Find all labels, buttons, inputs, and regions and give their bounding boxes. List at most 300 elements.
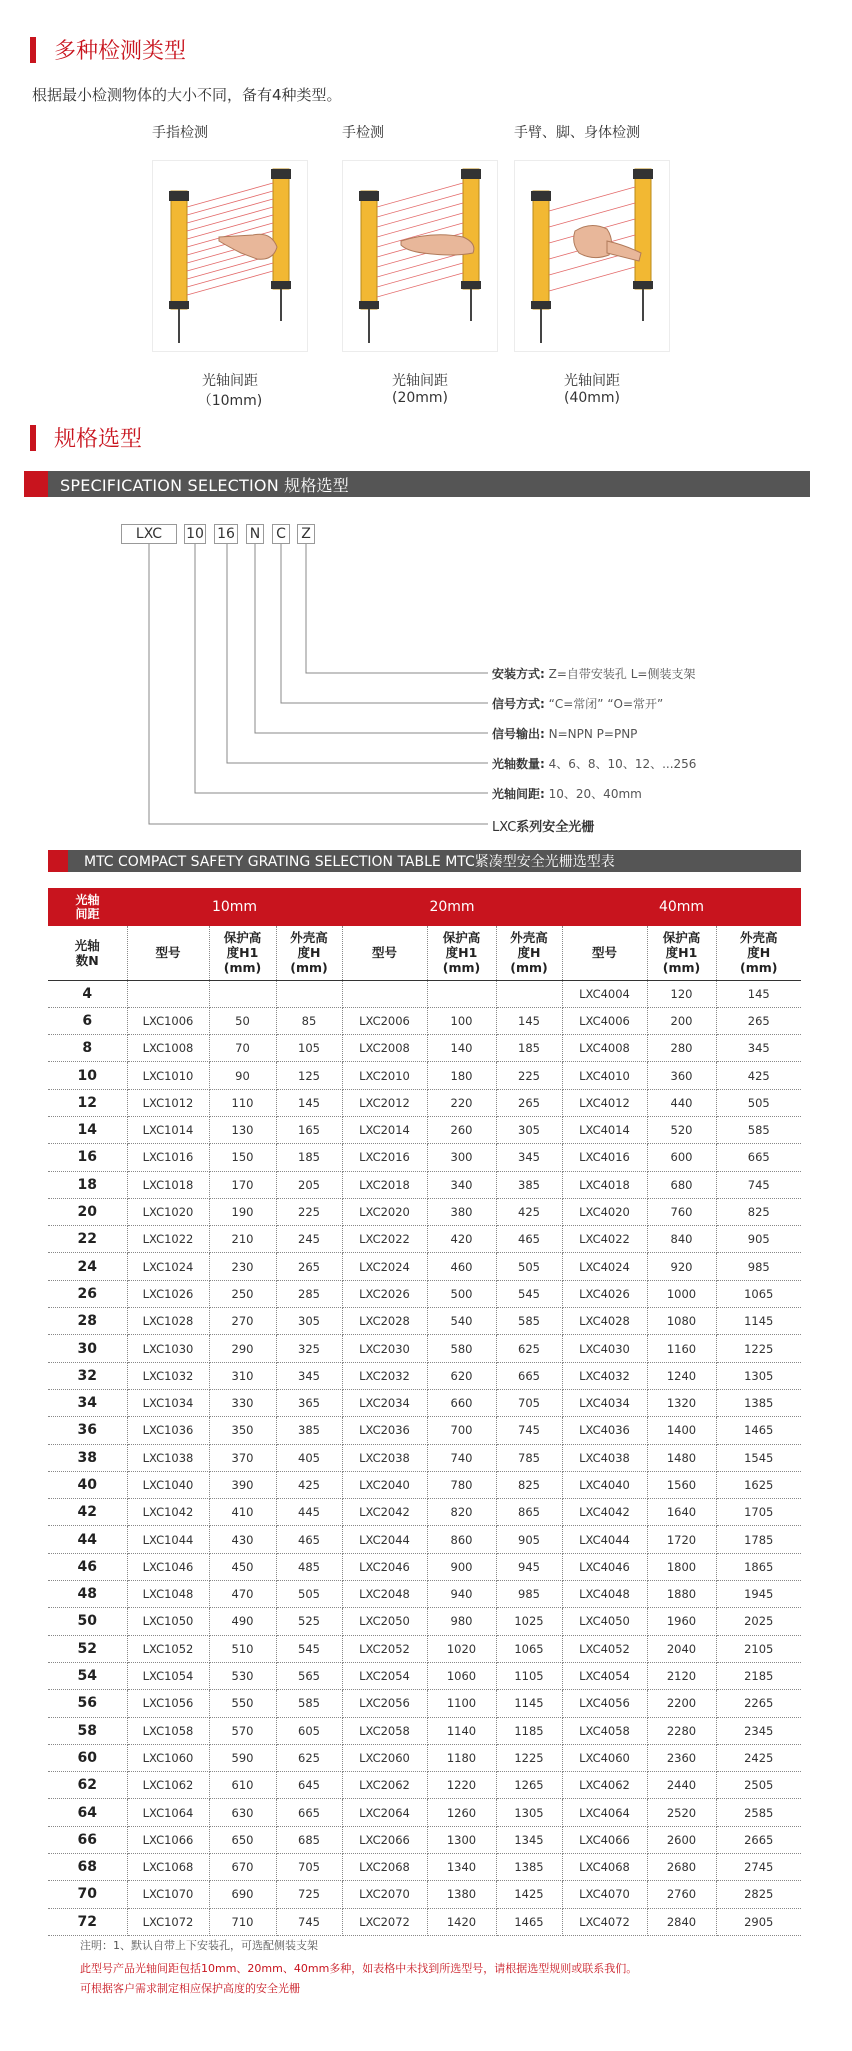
row-cell: 225 (276, 1198, 342, 1225)
header-h: 外壳高 度H (mm) (276, 926, 342, 980)
row-cell: 505 (496, 1253, 562, 1280)
code-part-count: 16 (214, 524, 238, 544)
row-axis-count: 16 (48, 1144, 127, 1171)
row-cell: LXC2062 (342, 1772, 427, 1799)
row-cell: 820 (427, 1499, 496, 1526)
row-cell: 140 (427, 1035, 496, 1062)
row-cell: 100 (427, 1007, 496, 1034)
table-row (48, 1444, 801, 1471)
header-h1: 保护高 度H1 (mm) (209, 926, 276, 980)
row-cell: 510 (209, 1635, 276, 1662)
row-axis-count: 28 (48, 1308, 127, 1335)
table-row (48, 1226, 801, 1253)
row-cell: 285 (276, 1280, 342, 1307)
row-cell: 385 (496, 1171, 562, 1198)
row-cell: 2120 (647, 1662, 716, 1689)
row-cell: 825 (496, 1471, 562, 1498)
table-row (48, 1471, 801, 1498)
row-axis-count: 20 (48, 1198, 127, 1225)
row-axis-count: 58 (48, 1717, 127, 1744)
row-cell: 485 (276, 1553, 342, 1580)
row-cell (342, 980, 427, 1007)
row-cell: LXC2028 (342, 1308, 427, 1335)
row-cell: 1560 (647, 1471, 716, 1498)
row-cell: 1140 (427, 1717, 496, 1744)
header-axis-count: 光轴 数N (48, 926, 127, 980)
note-spacing: 此型号产品光轴间距包括10mm、20mm、40mm多种，如表格中未找到所选型号，请根据选型规则或联系我们。 (80, 1962, 638, 1975)
row-cell: 665 (276, 1799, 342, 1826)
row-cell: LXC4070 (562, 1881, 647, 1908)
row-cell: LXC2012 (342, 1089, 427, 1116)
row-cell: 425 (716, 1062, 801, 1089)
row-cell: LXC2048 (342, 1581, 427, 1608)
row-cell: 725 (276, 1881, 342, 1908)
row-cell: LXC2018 (342, 1171, 427, 1198)
row-axis-count: 54 (48, 1662, 127, 1689)
row-cell: 565 (276, 1662, 342, 1689)
row-cell: 460 (427, 1253, 496, 1280)
row-cell: LXC2056 (342, 1690, 427, 1717)
row-cell: LXC4052 (562, 1635, 647, 1662)
row-cell: 470 (209, 1581, 276, 1608)
row-cell: 840 (647, 1226, 716, 1253)
row-cell: 2425 (716, 1744, 801, 1771)
row-cell: 1225 (496, 1744, 562, 1771)
row-cell: 1705 (716, 1499, 801, 1526)
spacing-value: (20mm) (391, 390, 448, 406)
table-row (48, 1089, 801, 1116)
header-group-10mm: 10mm (127, 888, 342, 926)
section-title-text: 规格选型 (54, 427, 143, 452)
row-cell: 745 (276, 1908, 342, 1935)
row-cell: 180 (427, 1062, 496, 1089)
spacing-caption: 光轴间距 (392, 373, 448, 389)
row-cell: 2105 (716, 1635, 801, 1662)
row-axis-count: 30 (48, 1335, 127, 1362)
row-cell: 605 (276, 1717, 342, 1744)
spacing-caption: 光轴间距 (564, 373, 620, 389)
row-cell: LXC2046 (342, 1553, 427, 1580)
row-cell: 585 (496, 1308, 562, 1335)
row-cell: 130 (209, 1116, 276, 1143)
row-cell: 1060 (427, 1662, 496, 1689)
row-cell: 1480 (647, 1444, 716, 1471)
row-cell: LXC4026 (562, 1280, 647, 1307)
row-cell: LXC1048 (127, 1581, 209, 1608)
row-cell: LXC4068 (562, 1854, 647, 1881)
row-axis-count: 26 (48, 1280, 127, 1307)
row-cell: 1385 (496, 1854, 562, 1881)
banner-text: MTC COMPACT SAFETY GRATING SELECTION TABLE MTC紧凑型安全光栅选型表 (84, 854, 615, 870)
code-part-output: N (246, 524, 264, 544)
row-cell: 1465 (496, 1908, 562, 1935)
row-cell: 1105 (496, 1662, 562, 1689)
table-row (48, 1717, 801, 1744)
row-cell: 980 (427, 1608, 496, 1635)
row-cell: LXC1016 (127, 1144, 209, 1171)
row-cell: 1300 (427, 1826, 496, 1853)
row-cell: 330 (209, 1389, 276, 1416)
row-cell: 590 (209, 1744, 276, 1771)
row-cell: LXC1028 (127, 1308, 209, 1335)
legend-axis-spacing: 光轴间距: 10、20、40mm (492, 787, 642, 801)
row-cell: 260 (427, 1116, 496, 1143)
row-cell: LXC4072 (562, 1908, 647, 1935)
legend-series: LXC系列安全光栅 (492, 820, 595, 835)
row-cell: LXC4060 (562, 1744, 647, 1771)
row-cell: 210 (209, 1226, 276, 1253)
row-cell: 625 (496, 1335, 562, 1362)
header-h: 外壳高 度H (mm) (496, 926, 562, 980)
header-model: 型号 (562, 926, 647, 980)
row-cell: 265 (496, 1089, 562, 1116)
row-cell: LXC4024 (562, 1253, 647, 1280)
row-cell: LXC2072 (342, 1908, 427, 1935)
row-cell: LXC4006 (562, 1007, 647, 1034)
row-cell: LXC4032 (562, 1362, 647, 1389)
table-row (48, 1854, 801, 1881)
selection-table (48, 888, 801, 1936)
row-cell: 1160 (647, 1335, 716, 1362)
row-cell: LXC4048 (562, 1581, 647, 1608)
row-cell: LXC1042 (127, 1499, 209, 1526)
row-cell: 710 (209, 1908, 276, 1935)
row-cell: LXC1036 (127, 1417, 209, 1444)
row-axis-count: 72 (48, 1908, 127, 1935)
row-cell: LXC1014 (127, 1116, 209, 1143)
table-row (48, 1417, 801, 1444)
row-cell: 585 (276, 1690, 342, 1717)
row-cell: LXC1040 (127, 1471, 209, 1498)
row-cell: 425 (496, 1198, 562, 1225)
row-cell: 1380 (427, 1881, 496, 1908)
row-cell: 1865 (716, 1553, 801, 1580)
row-cell: 620 (427, 1362, 496, 1389)
row-axis-count: 60 (48, 1744, 127, 1771)
row-cell: LXC2038 (342, 1444, 427, 1471)
row-cell: LXC1060 (127, 1744, 209, 1771)
row-cell: 2505 (716, 1772, 801, 1799)
row-cell: LXC4056 (562, 1690, 647, 1717)
row-cell: 1065 (496, 1635, 562, 1662)
table-row (48, 1772, 801, 1799)
table-row (48, 1144, 801, 1171)
table-row (48, 1362, 801, 1389)
table-row (48, 1635, 801, 1662)
row-cell: 420 (427, 1226, 496, 1253)
row-cell: LXC1052 (127, 1635, 209, 1662)
row-cell: 2265 (716, 1690, 801, 1717)
row-cell: 650 (209, 1826, 276, 1853)
row-cell: LXC1026 (127, 1280, 209, 1307)
row-cell: 1345 (496, 1826, 562, 1853)
table-row (48, 1799, 801, 1826)
row-cell: LXC2024 (342, 1253, 427, 1280)
table-row (48, 1581, 801, 1608)
table-row (48, 1744, 801, 1771)
row-cell: 145 (716, 980, 801, 1007)
row-cell: 600 (647, 1144, 716, 1171)
row-cell: LXC2034 (342, 1389, 427, 1416)
row-cell: LXC4058 (562, 1717, 647, 1744)
row-cell: 1000 (647, 1280, 716, 1307)
row-cell: 705 (276, 1854, 342, 1881)
row-axis-count: 44 (48, 1526, 127, 1553)
header-h1: 保护高 度H1 (mm) (647, 926, 716, 980)
row-cell: LXC4004 (562, 980, 647, 1007)
row-cell: LXC2066 (342, 1826, 427, 1853)
row-cell: LXC2020 (342, 1198, 427, 1225)
row-cell: 1545 (716, 1444, 801, 1471)
row-cell: 170 (209, 1171, 276, 1198)
table-body (48, 980, 801, 1935)
row-cell: LXC2016 (342, 1144, 427, 1171)
row-cell: 270 (209, 1308, 276, 1335)
row-cell (276, 980, 342, 1007)
code-part-series: LXC (121, 524, 177, 544)
row-cell: LXC4040 (562, 1471, 647, 1498)
row-cell: 350 (209, 1417, 276, 1444)
row-cell: 1785 (716, 1526, 801, 1553)
row-cell: LXC4018 (562, 1171, 647, 1198)
row-cell: 685 (276, 1826, 342, 1853)
row-cell: 2200 (647, 1690, 716, 1717)
row-cell: 50 (209, 1007, 276, 1034)
row-axis-count: 68 (48, 1854, 127, 1881)
row-cell: 1080 (647, 1308, 716, 1335)
row-cell: 705 (496, 1389, 562, 1416)
row-cell: 360 (647, 1062, 716, 1089)
row-cell: 185 (496, 1035, 562, 1062)
row-cell: 445 (276, 1499, 342, 1526)
row-cell: 380 (427, 1198, 496, 1225)
row-cell: LXC4036 (562, 1417, 647, 1444)
row-cell: 2585 (716, 1799, 801, 1826)
row-cell: 1185 (496, 1717, 562, 1744)
row-cell: LXC4030 (562, 1335, 647, 1362)
row-cell: 1260 (427, 1799, 496, 1826)
row-cell: 105 (276, 1035, 342, 1062)
row-cell: 1020 (427, 1635, 496, 1662)
row-cell: LXC4010 (562, 1062, 647, 1089)
row-cell: LXC4062 (562, 1772, 647, 1799)
row-cell: 300 (427, 1144, 496, 1171)
row-cell: LXC2054 (342, 1662, 427, 1689)
row-cell: 2440 (647, 1772, 716, 1799)
row-cell: LXC2030 (342, 1335, 427, 1362)
row-cell: 580 (427, 1335, 496, 1362)
table-row (48, 1526, 801, 1553)
table-row (48, 1499, 801, 1526)
row-cell: 1340 (427, 1854, 496, 1881)
row-cell: 1945 (716, 1581, 801, 1608)
table-row (48, 1062, 801, 1089)
row-cell: 505 (276, 1581, 342, 1608)
note-custom: 可根据客户需求制定相应保护高度的安全光栅 (80, 1982, 300, 1995)
row-cell: 2025 (716, 1608, 801, 1635)
row-axis-count: 10 (48, 1062, 127, 1089)
row-cell: 150 (209, 1144, 276, 1171)
row-cell: LXC2064 (342, 1799, 427, 1826)
spacing-value: (40mm) (563, 390, 620, 406)
row-axis-count: 32 (48, 1362, 127, 1389)
row-axis-count: 52 (48, 1635, 127, 1662)
row-cell: LXC1072 (127, 1908, 209, 1935)
row-axis-count: 18 (48, 1171, 127, 1198)
row-cell: 280 (647, 1035, 716, 1062)
row-cell: 290 (209, 1335, 276, 1362)
row-cell: LXC1034 (127, 1389, 209, 1416)
section-title-text: 多种检测类型 (54, 39, 187, 64)
row-cell: LXC4028 (562, 1308, 647, 1335)
table-header-groups (48, 888, 801, 926)
row-cell: LXC2042 (342, 1499, 427, 1526)
row-cell: LXC2006 (342, 1007, 427, 1034)
row-cell: LXC1006 (127, 1007, 209, 1034)
table-row (48, 1662, 801, 1689)
mtc-selection-table-banner (48, 850, 801, 872)
header-group-40mm: 40mm (562, 888, 801, 926)
row-cell: 250 (209, 1280, 276, 1307)
row-cell: 625 (276, 1744, 342, 1771)
row-cell: 205 (276, 1171, 342, 1198)
row-cell: 680 (647, 1171, 716, 1198)
row-axis-count: 22 (48, 1226, 127, 1253)
row-cell: 125 (276, 1062, 342, 1089)
row-cell: 145 (276, 1089, 342, 1116)
row-cell: 545 (496, 1280, 562, 1307)
row-cell: LXC4044 (562, 1526, 647, 1553)
row-cell: 1320 (647, 1389, 716, 1416)
row-cell: 645 (276, 1772, 342, 1799)
row-cell: 245 (276, 1226, 342, 1253)
row-cell: 1145 (716, 1308, 801, 1335)
row-cell: 165 (276, 1116, 342, 1143)
row-cell: 745 (716, 1171, 801, 1198)
row-cell: 985 (496, 1581, 562, 1608)
note-mounting: 注明：1、默认自带上下安装孔，可选配侧装支架 (80, 1939, 318, 1952)
row-cell: 690 (209, 1881, 276, 1908)
row-cell: 1385 (716, 1389, 801, 1416)
row-axis-count: 38 (48, 1444, 127, 1471)
row-cell: 305 (276, 1308, 342, 1335)
row-cell: 780 (427, 1471, 496, 1498)
table-row (48, 1171, 801, 1198)
legend-signal-output: 信号输出: N=NPN P=PNP (492, 727, 638, 741)
row-cell: LXC1056 (127, 1690, 209, 1717)
code-part-mount: Z (297, 524, 315, 544)
legend-axis-count: 光轴数量: 4、6、8、10、12、...256 (492, 757, 697, 771)
row-axis-count: 6 (48, 1007, 127, 1034)
table-row (48, 1826, 801, 1853)
row-cell: 225 (496, 1062, 562, 1089)
row-cell: 345 (496, 1144, 562, 1171)
row-cell: 1425 (496, 1881, 562, 1908)
row-cell: 865 (496, 1499, 562, 1526)
header-h1: 保护高 度H1 (mm) (427, 926, 496, 980)
row-cell: LXC2040 (342, 1471, 427, 1498)
row-cell: 1065 (716, 1280, 801, 1307)
row-cell: LXC2058 (342, 1717, 427, 1744)
table-row (48, 1198, 801, 1225)
row-axis-count: 56 (48, 1690, 127, 1717)
row-cell: 2825 (716, 1881, 801, 1908)
row-cell: LXC2068 (342, 1854, 427, 1881)
row-cell: 785 (496, 1444, 562, 1471)
row-cell: 2680 (647, 1854, 716, 1881)
row-cell: LXC4066 (562, 1826, 647, 1853)
row-cell: 1305 (716, 1362, 801, 1389)
row-cell: 465 (276, 1526, 342, 1553)
row-cell: LXC1008 (127, 1035, 209, 1062)
table-row (48, 1908, 801, 1935)
banner-text: SPECIFICATION SELECTION 规格选型 (60, 475, 349, 495)
row-cell: 405 (276, 1444, 342, 1471)
row-cell: 665 (496, 1362, 562, 1389)
row-cell: 1625 (716, 1471, 801, 1498)
table-row (48, 1335, 801, 1362)
row-axis-count: 42 (48, 1499, 127, 1526)
row-cell: 985 (716, 1253, 801, 1280)
row-cell: 2185 (716, 1662, 801, 1689)
row-cell: 1265 (496, 1772, 562, 1799)
row-cell: 2280 (647, 1717, 716, 1744)
row-cell: LXC1020 (127, 1198, 209, 1225)
row-cell: 430 (209, 1526, 276, 1553)
table-row (48, 1280, 801, 1307)
table-row (48, 1881, 801, 1908)
row-cell: 905 (496, 1526, 562, 1553)
row-axis-count: 36 (48, 1417, 127, 1444)
row-cell: LXC2060 (342, 1744, 427, 1771)
table-row (48, 980, 801, 1007)
code-part-spacing: 10 (184, 524, 206, 544)
row-cell: LXC4050 (562, 1608, 647, 1635)
row-cell: LXC1064 (127, 1799, 209, 1826)
row-cell: 670 (209, 1854, 276, 1881)
row-cell: LXC1018 (127, 1171, 209, 1198)
row-cell: 610 (209, 1772, 276, 1799)
row-axis-count: 8 (48, 1035, 127, 1062)
row-cell: 700 (427, 1417, 496, 1444)
row-cell: 2345 (716, 1717, 801, 1744)
row-cell: 2840 (647, 1908, 716, 1935)
type-label: 手检测 (342, 125, 384, 141)
row-axis-count: 12 (48, 1089, 127, 1116)
row-cell: 1420 (427, 1908, 496, 1935)
row-cell: 345 (276, 1362, 342, 1389)
table-header-columns (48, 926, 801, 980)
row-cell: 1025 (496, 1608, 562, 1635)
row-cell: 1225 (716, 1335, 801, 1362)
row-cell: 1960 (647, 1608, 716, 1635)
row-cell: LXC1022 (127, 1226, 209, 1253)
row-cell: 425 (276, 1471, 342, 1498)
row-cell: 190 (209, 1198, 276, 1225)
row-cell: 2665 (716, 1826, 801, 1853)
row-cell: 1800 (647, 1553, 716, 1580)
row-cell: 90 (209, 1062, 276, 1089)
row-axis-count: 24 (48, 1253, 127, 1280)
row-cell: LXC1058 (127, 1717, 209, 1744)
row-cell: 220 (427, 1089, 496, 1116)
legend-signal-mode: 信号方式: “C=常闭” “O=常开” (492, 697, 664, 711)
row-cell: 520 (647, 1116, 716, 1143)
row-cell: 1465 (716, 1417, 801, 1444)
header-group-20mm: 20mm (342, 888, 562, 926)
table-row (48, 1253, 801, 1280)
row-cell: LXC1062 (127, 1772, 209, 1799)
